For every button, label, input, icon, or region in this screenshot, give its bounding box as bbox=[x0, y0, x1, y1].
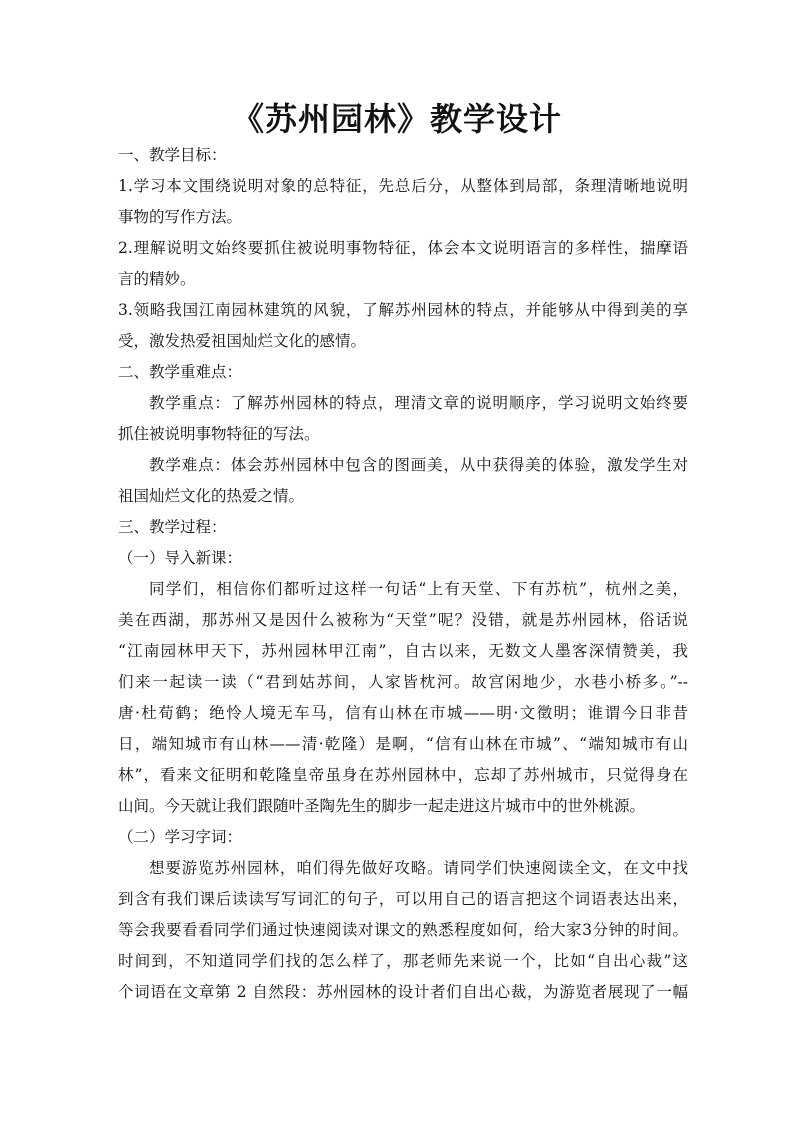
section-heading-key-points: 二、教学重难点： bbox=[118, 363, 243, 381]
document-body bbox=[118, 140, 688, 1008]
difficult-point-line-2: 祖国灿烂文化的热爱之情。 bbox=[118, 487, 305, 505]
objective-2-line-2: 言的精妙。 bbox=[118, 270, 196, 288]
intro-paragraph-line: 同学们，相信你们都听过这样一句话“上有天堂、下有苏杭”，杭州之美， bbox=[149, 580, 688, 598]
vocabulary-paragraph-line: 个词语在文章第 2 自然段：苏州园林的设计者们自出心裁，为游览者展现了一幅 bbox=[118, 983, 688, 1001]
difficult-point-line-1: 教学难点：体会苏州园林中包含的图画美，从中获得美的体验，激发学生对 bbox=[149, 456, 688, 474]
intro-paragraph-line: “江南园林甲天下，苏州园林甲江南”，自古以来，无数文人墨客深情赞美，我 bbox=[118, 642, 688, 660]
document-title: 《苏州园林》教学设计 bbox=[231, 100, 562, 138]
objective-2-line-1: 2.理解说明文始终要抓住被说明事物特征，体会本文说明语言的多样性，揣摩语 bbox=[118, 239, 688, 257]
section-heading-objectives: 一、教学目标： bbox=[118, 146, 227, 164]
vocabulary-paragraph-line: 时间到，不知道同学们找的怎么样了，那老师先来说一个，比如“自出心裁”这 bbox=[118, 952, 688, 970]
vocabulary-paragraph-line: 想要游览苏州园林，咱们得先做好攻略。请同学们快速阅读全文，在文中找 bbox=[149, 859, 688, 877]
intro-paragraph-line: 们来一起读一读（“君到姑苏间，人家皆枕河。故宫闲地少，水巷小桥多。”-- bbox=[118, 673, 688, 691]
key-point-line-2: 抓住被说明事物特征的写法。 bbox=[118, 425, 320, 443]
section-heading-process: 三、教学过程： bbox=[118, 518, 227, 536]
objective-1-line-1: 1.学习本文围绕说明对象的总特征，先总后分，从整体到局部，条理清晰地说明 bbox=[118, 177, 688, 195]
intro-paragraph-line: 山间。今天就让我们跟随叶圣陶先生的脚步一起走进这片城市中的世外桃源。 bbox=[118, 797, 646, 815]
intro-paragraph-line: 日，端知城市有山林——清·乾隆）是啊，“信有山林在市城”、“端知城市有山 bbox=[118, 735, 688, 753]
key-point-line-1: 教学重点：了解苏州园林的特点，理清文章的说明顺序，学习说明文始终要 bbox=[149, 394, 688, 412]
intro-paragraph-line: 林”，看来文征明和乾隆皇帝虽身在苏州园林中，忘却了苏州城市，只觉得身在 bbox=[118, 766, 688, 784]
subsection-heading-intro: （一）导入新课： bbox=[118, 549, 243, 567]
objective-3-line-2: 受，激发热爱祖国灿烂文化的感情。 bbox=[118, 332, 367, 350]
subsection-heading-vocabulary: （二）学习字词： bbox=[118, 828, 243, 846]
vocabulary-paragraph-line: 到含有我们课后读读写写词汇的句子，可以用自己的语言把这个词语表达出来， bbox=[118, 890, 688, 908]
intro-paragraph-line: 唐·杜荀鹤；绝怜人境无车马，信有山林在市城——明·文徵明；谁谓今日非昔 bbox=[118, 704, 688, 722]
vocabulary-paragraph-line: 等会我要看看同学们通过快速阅读对课文的熟悉程度如何，给大家3分钟的时间。 bbox=[118, 921, 688, 939]
intro-paragraph-line: 美在西湖，那苏州又是因什么被称为“天堂”呢？没错，就是苏州园林，俗话说 bbox=[118, 611, 688, 629]
objective-1-line-2: 事物的写作方法。 bbox=[118, 208, 243, 226]
objective-3-line-1: 3.领略我国江南园林建筑的风貌，了解苏州园林的特点，并能够从中得到美的享 bbox=[118, 301, 688, 319]
